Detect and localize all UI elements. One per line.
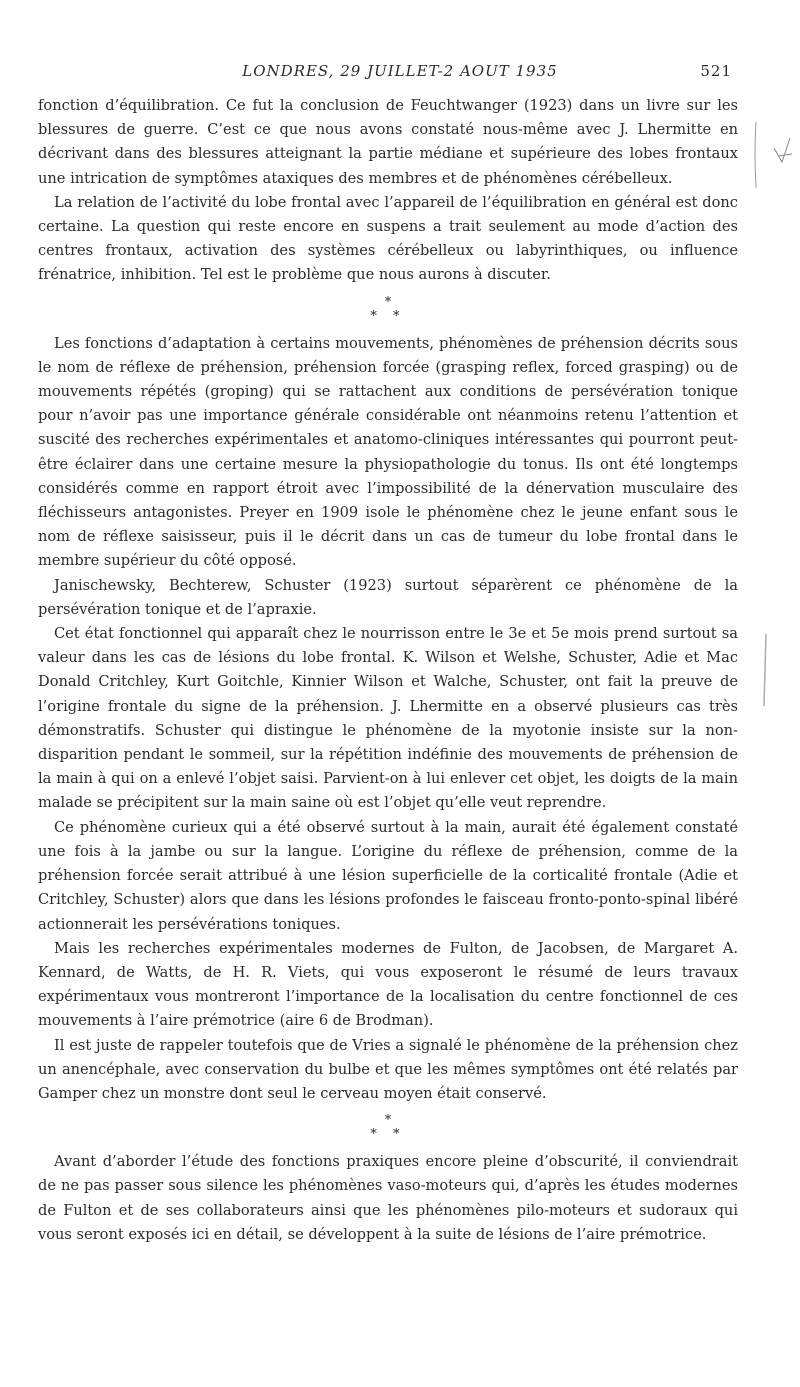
margin-rule-mark	[760, 630, 780, 710]
paragraph-3: Les fonctions d’adaptation à certains mouvements, phénomènes de préhension décrits sous le nom de réflexe de préhension, préhension forcée (grasping reflex, forced grasping) ou de mouvements répétés (groping) qui se rattachent aux conditions de persévération tonique pour n’avoir pas une importance générale considérable ont néanmoins retenu l’attention et suscité des recherches expérimentales et anatomo-cliniques intéressantes qui pourront peut-être éclairer dans une certaine mesure la physiopathologie du tonus. Ils ont été longtemps considérés comme en rapport étroit avec l’impossibilité de la dénervation musculaire des fléchisseurs antagonistes. Preyer en 1909 isole le phénomène chez le jeune enfant sous le nom de réflexe saisisseur, puis il le décrit dans un cas de tumeur du lobe frontal dans le membre supérieur du côté opposé.	[38, 334, 738, 570]
page-number: 521	[700, 62, 732, 80]
running-title: LONDRES, 29 JUILLET-2 AOUT 1935	[242, 62, 558, 80]
separator-2-top: *	[384, 1113, 392, 1129]
separator-top: *	[384, 294, 392, 310]
margin-annotation-mark	[752, 118, 796, 190]
paragraph-8: Il est juste de rappeler toutefois que de Vries a signalé le phénomène de la préhension chez un anencéphale, avec conservation du bulbe et que les mêmes symptômes ont été relatés par Gamper chez un monstre dont seul le cerveau moyen était conservé.	[38, 1036, 738, 1102]
paragraph-6: Ce phénomène curieux qui a été observé surtout à la main, aurait été également constaté une fois à la jambe ou sur la langue. L’origine du réflexe de préhension, comme de la préhension forcée serait attribué à une lésion superficielle de la corticalité frontale (Adie et Critchley, Schuster) alors que dans les lésions profondes le faisceau fronto-ponto-spinal libéré actionnerait les persévérations toniques.	[38, 818, 738, 933]
paragraph-1: fonction d’équilibration. Ce fut la conclusion de Feuchtwanger (1923) dans un livre sur les blessures de guerre. C’est ce que nous avons constaté nous-même avec J. Lhermitte en décrivant dans des blessures atteignant la partie médiane et supérieure des lobes frontaux une intrication de symptômes ataxiques des membres et de phénomènes cérébelleux.	[38, 97, 738, 187]
paragraph-4: Janischewsky, Bechterew, Schuster (1923) surtout séparèrent ce phénomène de la persévération tonique et de l’apraxie.	[38, 576, 738, 618]
body-text	[38, 94, 738, 1247]
paragraph-2: La relation de l’activité du lobe frontal avec l’appareil de l’équilibration en général est donc certaine. La question qui reste encore en suspens a trait seulement au mode d’action des centres frontaux, activation des systèmes cérébelleux ou labyrinthiques, ou influence frénatrice, inhibition. Tel est le problème que nous aurons à discuter.	[38, 193, 738, 284]
paragraph-5: Cet état fonctionnel qui apparaît chez le nourrisson entre le 3e et 5e mois prend surtout sa valeur dans les cas de lésions du lobe frontal. K. Wilson et Welshe, Schuster, Adie et Mac Donald Critchley, Kurt Goitchle, Kinnier Wilson et Walche, Schuster, ont fait la preuve de l’origine frontale du signe de la préhension. J. Lhermitte en a observé plusieurs cas très démonstratifs. Schuster qui distingue le phénomène de la myotonie insiste sur la non-disparition pendant le sommeil, sur la répétition indéfinie des mouvements de préhension de la main à qui on a enlevé l’objet saisi. Parvient-on à lui enlever cet objet, les doigts de la main malade se précipitent sur la main saine où est l’objet qu’elle veut reprendre.	[38, 625, 738, 812]
paragraph-7: Mais les recherches expérimentales modernes de Fulton, de Jacobsen, de Margaret A. Kennard, de Watts, de H. R. Viets, qui vous exposeront le résumé de leurs travaux expérimentaux vous montreront l’importance de la localisation du centre fonctionnel de ces mouvements à l’aire prémotrice (aire 6 de Brodman).	[38, 939, 738, 1030]
section-separator-2	[38, 1106, 738, 1150]
separator-bottom: * *	[370, 308, 406, 324]
separator-2-bottom: * *	[370, 1127, 406, 1143]
running-header	[0, 62, 800, 86]
paragraph-9: Avant d’aborder l’étude des fonctions praxiques encore pleine d’obscurité, il conviendrait de ne pas passer sous silence les phénomènes vaso-moteurs qui, d’après les études modernes de Fulton et de ses collaborateurs ainsi que les phénomènes pilo-moteurs et sudoraux qui vous seront exposés ici en détail, se développent à la suite de lésions de l’aire prémotrice.	[38, 1153, 738, 1243]
section-separator	[38, 288, 738, 332]
